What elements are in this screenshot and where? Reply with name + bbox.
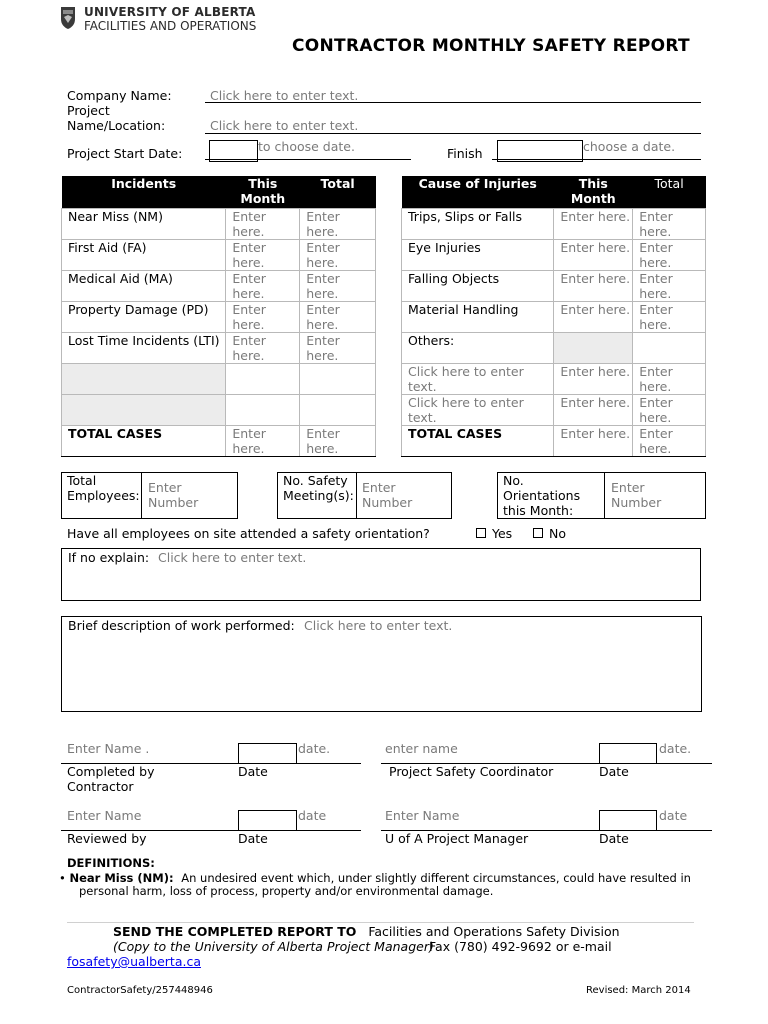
manager-caption: U of A Project Manager <box>385 831 529 846</box>
page-title: CONTRACTOR MONTHLY SAFETY REPORT <box>292 36 690 56</box>
university-name: UNIVERSITY OF ALBERTA <box>84 5 256 19</box>
send-heading: SEND THE COMPLETED REPORT TO <box>113 924 357 939</box>
injuries-total-month-input[interactable]: Enter here. <box>554 425 633 456</box>
injury-others-month <box>554 332 633 363</box>
reviewer-date-caption: Date <box>238 831 268 846</box>
injuries-table <box>401 176 706 457</box>
incidents-table <box>61 176 376 457</box>
injuries-total-header: Total <box>633 176 706 208</box>
injury-month-input[interactable]: Enter here. <box>554 208 633 239</box>
incident-month-input[interactable]: Enter here. <box>226 332 300 363</box>
start-date-placeholder[interactable]: to choose date. <box>258 139 355 154</box>
incident-total-input[interactable]: Enter here. <box>300 208 376 239</box>
incident-month-input[interactable]: Enter here. <box>226 208 300 239</box>
incident-month-input[interactable]: Enter here. <box>226 301 300 332</box>
meetings-divider <box>356 473 357 518</box>
definitions-heading: DEFINITIONS: <box>67 856 155 870</box>
orientations-input[interactable]: Enter Number <box>611 480 662 510</box>
incident-label: First Aid (FA) <box>62 239 226 270</box>
incident-label: Lost Time Incidents (LTI) <box>62 332 226 363</box>
injury-month-input[interactable]: Enter here. <box>554 363 633 394</box>
fax-text: Fax (780) 492-9692 or e-mail <box>429 939 612 954</box>
university-crest-icon <box>60 6 76 30</box>
incident-label: Medical Aid (MA) <box>62 270 226 301</box>
coordinator-date-placeholder[interactable]: date. <box>659 741 692 756</box>
definition-text-1: An undesired event which, under slightly different circumstances, could have resulted in <box>181 871 691 885</box>
department-name: FACILITIES AND OPERATIONS <box>84 19 257 33</box>
employees-box <box>61 472 238 519</box>
contractor-date-picker[interactable] <box>238 743 297 764</box>
injuries-total-total-input[interactable]: Enter here. <box>633 425 706 456</box>
explain-box[interactable] <box>61 548 701 601</box>
coordinator-caption: Project Safety Coordinator <box>389 764 554 779</box>
company-input[interactable]: Click here to enter text. <box>210 88 359 103</box>
manager-date-picker[interactable] <box>599 810 657 831</box>
injury-total-input[interactable]: Enter here. <box>633 270 706 301</box>
injury-month-input[interactable]: Enter here. <box>554 239 633 270</box>
incident-blank-label[interactable] <box>62 363 226 394</box>
no-checkbox[interactable] <box>533 528 543 538</box>
project-underline <box>205 133 701 134</box>
employees-divider <box>141 473 142 518</box>
injury-label: Trips, Slips or Falls <box>402 208 554 239</box>
injuries-header: Cause of Injuries <box>402 176 554 208</box>
incident-label: Property Damage (PD) <box>62 301 226 332</box>
injury-other-input[interactable]: Click here to enter text. <box>402 363 554 394</box>
injury-month-input[interactable]: Enter here. <box>554 270 633 301</box>
incident-blank-month[interactable] <box>226 363 300 394</box>
incidents-total-label: TOTAL CASES <box>62 425 226 456</box>
no-option[interactable] <box>533 526 566 541</box>
send-line <box>113 924 620 939</box>
start-date-underline <box>205 159 411 160</box>
contractor-caption: Completed by Contractor <box>67 764 155 794</box>
description-input[interactable]: Click here to enter text. <box>304 618 453 633</box>
start-date-label: Project Start Date: <box>67 146 183 161</box>
incident-blank-month[interactable] <box>226 394 300 425</box>
coordinator-date-caption: Date <box>599 764 629 779</box>
manager-date-placeholder[interactable]: date <box>659 808 688 823</box>
incident-month-input[interactable]: Enter here. <box>226 270 300 301</box>
yes-option[interactable] <box>476 526 512 541</box>
coordinator-name-input[interactable]: enter name <box>385 741 458 756</box>
definition-item <box>59 871 691 885</box>
contractor-name-input[interactable]: Enter Name . <box>67 741 150 756</box>
revised-date: Revised: March 2014 <box>586 985 691 996</box>
meetings-input[interactable]: Enter Number <box>362 480 413 510</box>
meetings-label: No. Safety Meeting(s): <box>283 473 354 503</box>
incidents-total-month-input[interactable]: Enter here. <box>226 425 300 456</box>
definition-term: Near Miss (NM): <box>69 871 174 885</box>
incident-blank-total[interactable] <box>300 394 376 425</box>
incident-total-input[interactable]: Enter here. <box>300 239 376 270</box>
employees-label: Total Employees: <box>67 473 140 503</box>
finish-date-underline <box>492 159 701 160</box>
incidents-total-header: Total <box>300 176 376 208</box>
incident-label: Near Miss (NM) <box>62 208 226 239</box>
orientations-divider <box>604 473 605 518</box>
definition-text-2: personal harm, loss of process, property and/or environmental damage. <box>79 884 494 898</box>
yes-checkbox[interactable] <box>476 528 486 538</box>
send-recipient: Facilities and Operations Safety Division <box>368 924 620 939</box>
injury-other-input[interactable]: Click here to enter text. <box>402 394 554 425</box>
incidents-total-total-input[interactable]: Enter here. <box>300 425 376 456</box>
incidents-header: Incidents <box>62 176 226 208</box>
contractor-date-placeholder[interactable]: date. <box>298 741 331 756</box>
finish-date-placeholder[interactable]: choose a date. <box>583 139 676 154</box>
employees-input[interactable]: Enter Number <box>148 480 199 510</box>
contractor-date-caption: Date <box>238 764 268 779</box>
project-label-line2: Name/Location: <box>67 118 166 133</box>
incident-total-input[interactable]: Enter here. <box>300 301 376 332</box>
injury-month-input[interactable]: Enter here. <box>554 301 633 332</box>
injury-total-input[interactable]: Enter here. <box>633 301 706 332</box>
injury-label: Falling Objects <box>402 270 554 301</box>
email-link[interactable]: fosafety@ualberta.ca <box>67 954 201 969</box>
manager-name-input[interactable]: Enter Name <box>385 808 460 823</box>
injury-total-input[interactable]: Enter here. <box>633 239 706 270</box>
footer-divider <box>67 922 694 923</box>
reviewer-date-placeholder[interactable]: date <box>298 808 327 823</box>
bullet-icon: • <box>59 871 66 885</box>
explain-label: If no explain: <box>68 550 150 565</box>
injury-label: Eye Injuries <box>402 239 554 270</box>
reviewer-name-input[interactable]: Enter Name <box>67 808 142 823</box>
no-label: No <box>549 526 566 541</box>
copy-note: (Copy to the University of Alberta Project Manager) <box>113 939 434 954</box>
finish-date-label: Finish <box>447 146 483 161</box>
orientations-label: No. Orientations this Month: <box>503 473 581 518</box>
project-label-line1: Project <box>67 103 110 118</box>
yes-label: Yes <box>492 526 513 541</box>
injuries-total-label: TOTAL CASES <box>402 425 554 456</box>
injury-total-input[interactable]: Enter here. <box>633 363 706 394</box>
incidents-month-header: This Month <box>226 176 300 208</box>
incident-blank-label[interactable] <box>62 394 226 425</box>
document-id: ContractorSafety/257448946 <box>67 985 213 996</box>
incident-blank-total[interactable] <box>300 363 376 394</box>
injury-total-input[interactable]: Enter here. <box>633 208 706 239</box>
orientation-question: Have all employees on site attended a safety orientation? <box>67 526 430 541</box>
description-box[interactable] <box>61 616 702 712</box>
injury-label: Material Handling <box>402 301 554 332</box>
company-label: Company Name: <box>67 88 172 103</box>
reviewer-caption: Reviewed by <box>67 831 147 846</box>
incident-total-input[interactable]: Enter here. <box>300 270 376 301</box>
injury-others-total <box>633 332 706 363</box>
incident-total-input[interactable]: Enter here. <box>300 332 376 363</box>
injury-total-input[interactable]: Enter here. <box>633 394 706 425</box>
explain-input[interactable]: Click here to enter text. <box>158 550 307 565</box>
injuries-month-header: This Month <box>554 176 633 208</box>
reviewer-date-picker[interactable] <box>238 810 297 831</box>
project-input[interactable]: Click here to enter text. <box>210 118 359 133</box>
manager-date-caption: Date <box>599 831 629 846</box>
injury-others-label: Others: <box>402 332 554 363</box>
description-label: Brief description of work performed: <box>68 618 295 633</box>
coordinator-date-picker[interactable] <box>599 743 657 764</box>
incident-month-input[interactable]: Enter here. <box>226 239 300 270</box>
orientations-box <box>497 472 706 519</box>
meetings-box <box>277 472 452 519</box>
company-underline <box>205 102 701 103</box>
injury-month-input[interactable]: Enter here. <box>554 394 633 425</box>
